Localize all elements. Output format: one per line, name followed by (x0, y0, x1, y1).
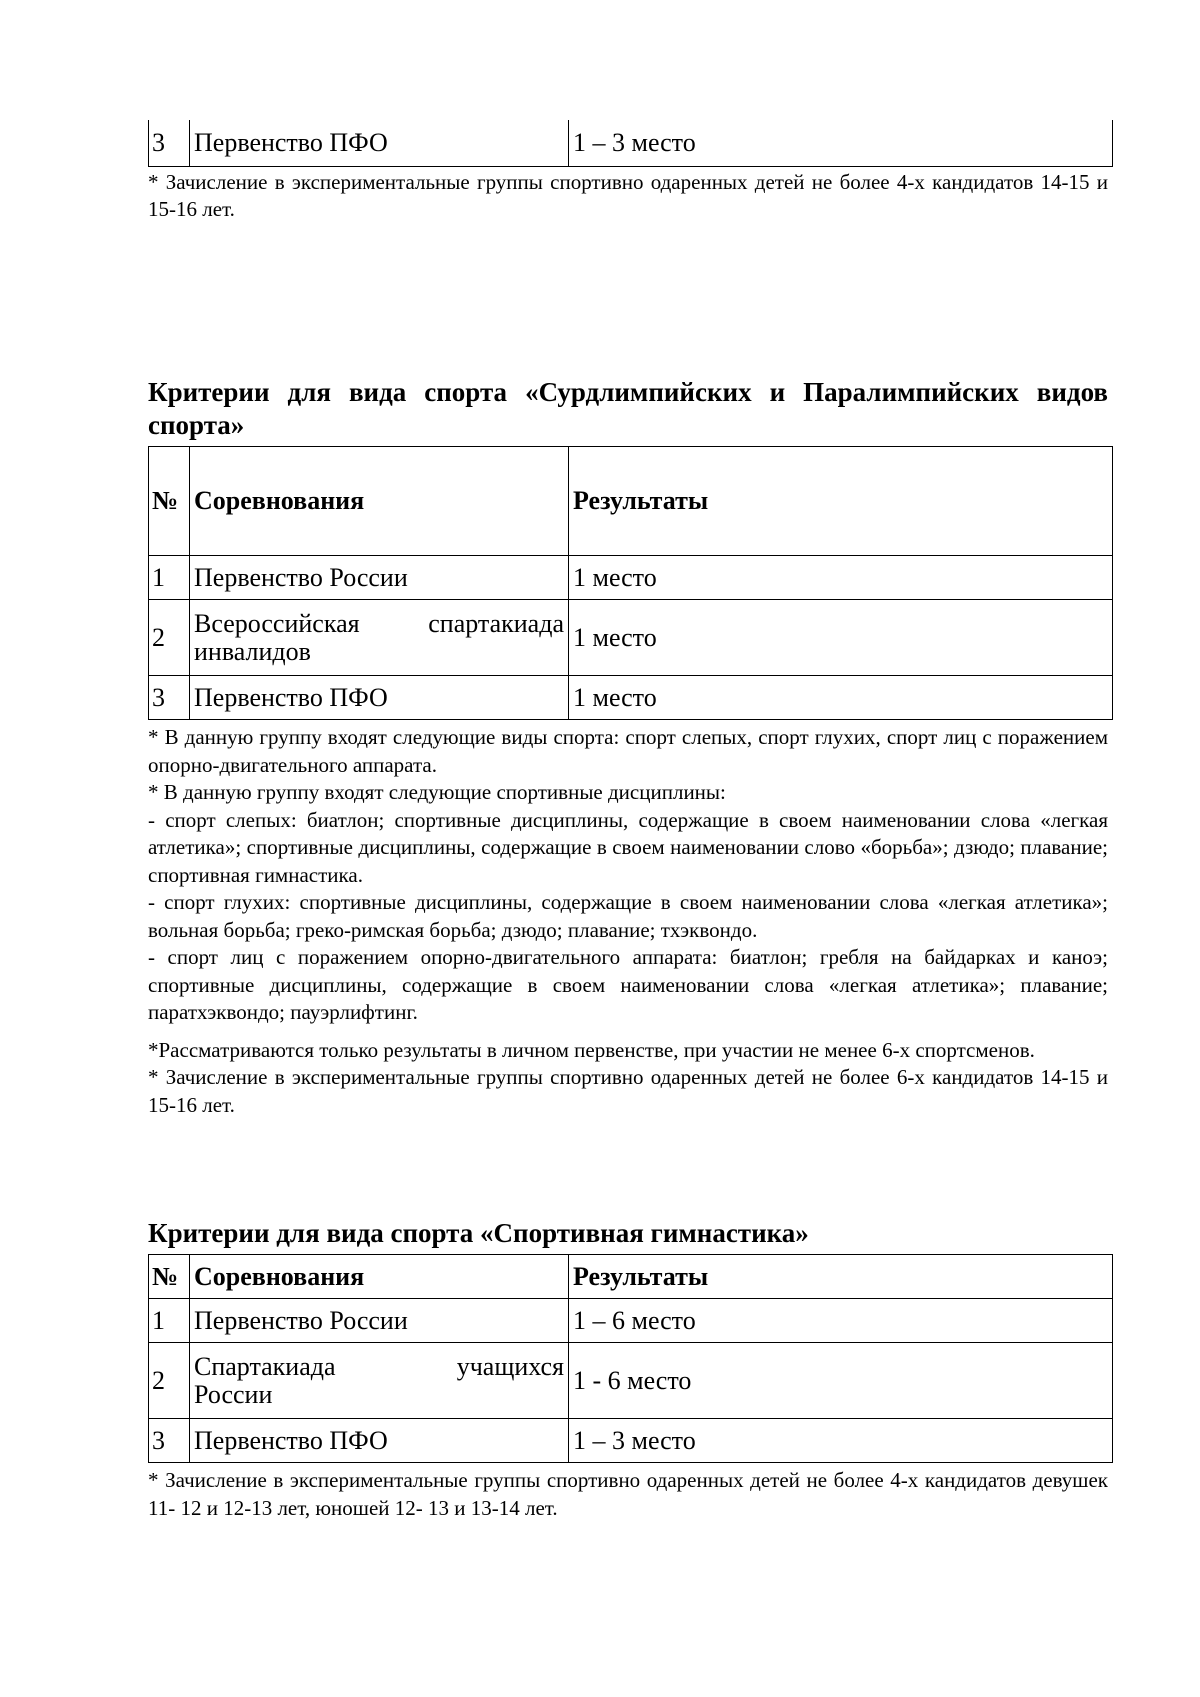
row-number: 3 (149, 1419, 190, 1463)
para-note: * В данную группу входят следующие спортивные дисциплины: (148, 780, 726, 804)
row-number: 2 (149, 1343, 190, 1419)
competition-cell: Первенство России (190, 556, 569, 600)
table-row (149, 556, 1113, 600)
header-competition: Соревнования (190, 447, 569, 556)
header-competition: Соревнования (190, 1255, 569, 1299)
top-table-note: * Зачисление в экспериментальные группы спортивно одаренных детей не более 4-х кандидатов 14-15 и 15-16 лет. (148, 169, 1108, 221)
table-header-row (149, 1255, 1113, 1299)
row-number: 3 (149, 120, 190, 166)
para-note: * В данную группу входят следующие виды спорта: спорт слепых, спорт глухих, спорт лиц с поражением опорно-двигательного аппарата. (148, 725, 1108, 777)
result-cell: 1 место (569, 600, 1113, 676)
row-number: 1 (149, 556, 190, 600)
header-num: № (149, 1255, 190, 1299)
competition-cell: Первенство ПФО (190, 120, 569, 166)
para-notes (148, 724, 1108, 1027)
para-note: - спорт лиц с поражением опорно-двигательного аппарата: биатлон; гребля на байдарках и каноэ; спортивные дисциплины, содержащие в своем наименовании слова «легкая атлетика»; плавание; паратхэквондо; пауэрлифтинг. (148, 945, 1108, 1024)
table-row (149, 1299, 1113, 1343)
competition-line-2: инвалидов (194, 636, 311, 666)
gym-criteria-table (148, 1254, 1113, 1463)
para-note: * Зачисление в экспериментальные группы спортивно одаренных детей не более 6-х кандидатов 14-15 и 15-16 лет. (148, 1065, 1108, 1117)
result-cell: 1 – 3 место (569, 120, 1113, 166)
table-row (149, 1419, 1113, 1463)
para-note: *Рассматриваются только результаты в личном первенстве, при участии не менее 6-х спортсменов. (148, 1037, 1035, 1062)
row-number: 1 (149, 1299, 190, 1343)
result-cell: 1 – 6 место (569, 1299, 1113, 1343)
competition-cell: Первенство России (190, 1299, 569, 1343)
competition-cell: Первенство ПФО (190, 676, 569, 720)
table-row (149, 676, 1113, 720)
table-header-row (149, 447, 1113, 556)
table-row (149, 1343, 1113, 1419)
result-cell: 1 место (569, 556, 1113, 600)
result-cell: 1 – 3 место (569, 1419, 1113, 1463)
para-note: - спорт глухих: спортивные дисциплины, содержащие в своем наименовании слова «легкая атлетика»; вольная борьба; греко-римская борьба; дзюдо; плавание; тхэквондо. (148, 890, 1108, 942)
para-section-title: Критерии для вида спорта «Сурдлимпийских и Паралимпийских видов спорта» (148, 377, 1108, 440)
para-section (148, 376, 1108, 1119)
para-notes-2 (148, 1037, 1108, 1120)
result-cell: 1 - 6 место (569, 1343, 1113, 1419)
para-note: - спорт слепых: биатлон; спортивные дисциплины, содержащие в своем наименовании слова «легкая атлетика»; спортивные дисциплины, содержащие в своем наименовании слово «борьба»; дзюдо; плавание; спортивная гимнастика. (148, 807, 1108, 887)
header-result: Результаты (569, 1255, 1113, 1299)
row-number: 3 (149, 676, 190, 720)
header-result: Результаты (569, 447, 1113, 556)
competition-cell (190, 600, 569, 676)
gym-section-title: Критерии для вида спорта «Спортивная гимнастика» (148, 1218, 809, 1248)
competition-line-1: Всероссийская спартакиада (194, 608, 564, 638)
competition-line-2: России (194, 1379, 273, 1409)
result-cell: 1 место (569, 676, 1113, 720)
competition-cell (190, 1343, 569, 1419)
gym-section (148, 1217, 1108, 1522)
top-table-block (148, 120, 1108, 224)
table-row (149, 120, 1113, 166)
gym-table-note: * Зачисление в экспериментальные группы спортивно одаренных детей не более 4-х кандидатов девушек 11- 12 и 12-13 лет, юношей 12- 13 и 13-14 лет. (148, 1468, 1108, 1520)
competition-cell: Первенство ПФО (190, 1419, 569, 1463)
para-criteria-table (148, 446, 1113, 720)
table-row (149, 600, 1113, 676)
top-criteria-table (148, 120, 1113, 167)
competition-line-1: Спартакиада учащихся (194, 1351, 564, 1381)
header-num: № (149, 447, 190, 556)
row-number: 2 (149, 600, 190, 676)
